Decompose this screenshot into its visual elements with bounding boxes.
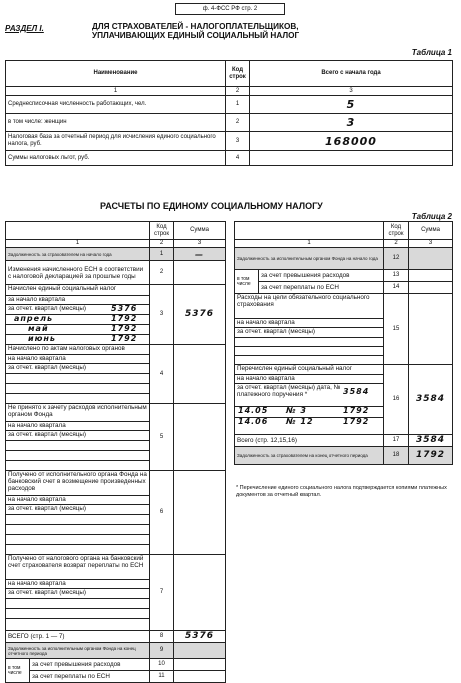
form-code: ф. 4-ФСС РФ стр. 2 — [175, 3, 285, 15]
t2-row-sub: за отчет. квартал (месяцы) — [6, 504, 149, 514]
t2l-colnum: 1 — [6, 240, 150, 248]
t2-row-value[interactable] — [409, 294, 453, 365]
t2-row-value[interactable] — [409, 270, 453, 282]
table-row — [235, 435, 453, 447]
t1-row-code: 1 — [226, 96, 250, 114]
table-row — [6, 96, 453, 114]
t2-row-value[interactable]: — — [174, 248, 226, 261]
t2r-colnum: 1 — [235, 240, 384, 248]
t1-header-code: Код строк — [226, 61, 250, 87]
t2-entry-amount[interactable]: 1792 — [111, 324, 138, 333]
t1-row-name: Налоговая база за отчетный период для исчисления единого социального налога, руб. — [6, 132, 226, 151]
t1-row-code: 4 — [226, 151, 250, 166]
t2r-header-code: Код строк — [384, 222, 409, 240]
t2-row-sub: на начало квартала — [235, 318, 383, 327]
t2-row-sub: за отчет. квартал (месяцы) — [235, 327, 383, 337]
table-row — [6, 631, 226, 643]
t2-row-label: за счет переплаты по ЕСН — [259, 282, 384, 294]
t1-row-value[interactable] — [250, 151, 453, 166]
t1-colnum: 1 — [6, 87, 226, 96]
t2-row-code: 12 — [384, 248, 409, 270]
t1-colnum: 2 — [226, 87, 250, 96]
t1-colnum: 3 — [250, 87, 453, 96]
t2-row-sub: за начало квартала — [6, 295, 149, 304]
t2-entry-date[interactable]: 14.05 — [238, 406, 269, 415]
table-row — [6, 114, 453, 132]
t2-row-code: 3 — [150, 285, 174, 345]
table-2-right — [234, 221, 453, 465]
footnote: * Перечисление единого социального налога подтверждается копиями платежных документов за отчетный квартал. — [236, 485, 447, 498]
t2-row-code: 1 — [150, 248, 174, 261]
table-1 — [5, 60, 453, 166]
t2-row-sub: за отчет. квартал (месяцы) — [6, 588, 149, 598]
t1-header-name: Наименование — [6, 61, 226, 87]
table-2-left — [5, 221, 226, 683]
t2-row-label: Не принято к зачету расходов исполнительным органом Фонда — [8, 404, 147, 418]
t2-row-label: Задолженность за исполнительным органом Фонда на конец отчетного периода — [6, 643, 150, 659]
t1-header-total: Всего с начала года — [250, 61, 453, 87]
t2-row-code: 14 — [384, 282, 409, 294]
t1-row-value[interactable]: 168000 — [250, 132, 453, 151]
t2-row-code: 6 — [150, 471, 174, 555]
t2-row-code: 7 — [150, 555, 174, 631]
table-row — [6, 471, 226, 555]
t2-row-code: 2 — [150, 261, 174, 285]
t2-row-label: за счет превышения расходов — [30, 659, 150, 671]
t2-entry-amount[interactable]: 3584 — [343, 387, 370, 396]
t1-row-value[interactable]: 5 — [250, 96, 453, 114]
table-row — [6, 404, 226, 471]
t2-row-prefix: в том числе — [235, 270, 259, 294]
table2-caption: Таблица 2 — [411, 212, 452, 221]
t2-row-label: Всего (стр. 12,15,16) — [235, 435, 384, 447]
table-row — [235, 270, 453, 282]
t2-row-value[interactable] — [409, 248, 453, 270]
table-row — [6, 261, 226, 285]
t2-row-code: 4 — [150, 345, 174, 404]
table-row — [235, 365, 453, 435]
t2-row-label: за счет превышения расходов — [259, 270, 384, 282]
t1-row-name: Среднесписочная численность работающих, чел. — [6, 96, 226, 114]
t2-row-sub: на начало квартала — [6, 579, 149, 588]
t2-row-label: Получено от исполнительного органа Фонда на банковский счет в возмещение произведенных расходов — [8, 471, 147, 492]
t2-row-code: 17 — [384, 435, 409, 447]
t2-entry-number[interactable]: № 3 — [286, 406, 307, 415]
t2-row-code: 15 — [384, 294, 409, 365]
table-row — [6, 285, 226, 345]
t2r-colnum: 2 — [384, 240, 409, 248]
t2l-colnum: 3 — [174, 240, 226, 248]
t2-row-label: Получено от налогового органа на банковский счет страхователя возврат переплаты по ЕСН — [8, 555, 144, 569]
t2l-colnum: 2 — [150, 240, 174, 248]
table-row — [6, 345, 226, 404]
t2-row-code: 8 — [150, 631, 174, 643]
t2-row-value[interactable] — [174, 555, 226, 631]
table1-caption: Таблица 1 — [411, 48, 452, 57]
t2-row-label: Задолженность за страхователем на конец отчетного периода — [235, 447, 384, 465]
t2-row-sub: за отчет. квартал (месяцы) — [8, 305, 86, 312]
calc-title: РАСЧЕТЫ ПО ЕДИНОМУ СОЦИАЛЬНОМУ НАЛОГУ — [100, 201, 323, 211]
t2-entry-amount[interactable]: 5376 — [111, 304, 138, 313]
table-row — [6, 132, 453, 151]
t2-entry-amount[interactable]: 1792 — [343, 417, 370, 426]
t2r-colnum: 3 — [409, 240, 453, 248]
t2-row-label: Начислен единый социальный налог — [8, 285, 117, 292]
t2-row-value[interactable]: 3584 — [409, 365, 453, 435]
table-row — [6, 151, 453, 166]
t2-row-label: Задолженность за исполнительным органом Фонда на начало года — [235, 248, 384, 270]
t2-row-sub: за отчет. квартал (месяцы) — [6, 363, 149, 373]
t2l-header-blank — [6, 222, 150, 240]
t2-row-code: 16 — [384, 365, 409, 435]
t2-row-sub: на начало квартала — [6, 495, 149, 504]
t2-row-label: Изменения начисленного ЕСН в соответствии с налоговой декларацией за прошлые годы — [6, 261, 150, 285]
table-row — [6, 659, 226, 671]
t1-row-code: 2 — [226, 114, 250, 132]
t2-entry-number[interactable]: № 12 — [286, 417, 314, 426]
t2-row-value[interactable]: 1792 — [409, 447, 453, 465]
t2-row-value[interactable]: 3584 — [409, 435, 453, 447]
t2-entry-month[interactable]: июнь — [28, 334, 56, 343]
t2-row-code: 13 — [384, 270, 409, 282]
t2-row-label: Задолженность за страхователем на начало года — [6, 248, 150, 261]
t2r-header-sum: Сумма — [409, 222, 453, 240]
t1-row-value[interactable]: 3 — [250, 114, 453, 132]
t2-row-label: за счет переплаты по ЕСН — [30, 671, 150, 683]
t1-row-code: 3 — [226, 132, 250, 151]
t2-row-sub: на начало квартала — [6, 421, 149, 430]
t2l-header-code: Код строк — [150, 222, 174, 240]
t2-row-label: Начислено по актам налоговых органов — [8, 345, 125, 352]
t2-row-code: 9 — [150, 643, 174, 659]
t2-row-value[interactable] — [174, 643, 226, 659]
t2-row-prefix: в том числе — [6, 659, 30, 683]
t2-row-value[interactable] — [174, 659, 226, 671]
t2-row-sub: на начало квартала — [6, 354, 149, 363]
table-row — [235, 248, 453, 270]
t2-row-label: Расходы на цели обязательного социального страхования — [237, 294, 370, 308]
table-row — [235, 294, 453, 365]
t2-row-sub: за отчет. квартал (месяцы) дата, № платежного поручения * — [237, 384, 341, 398]
t2-entry-date[interactable]: 14.06 — [238, 417, 269, 426]
t2-row-value[interactable] — [409, 282, 453, 294]
t2-entry-month[interactable]: апрель — [14, 314, 53, 323]
t2l-header-sum: Сумма — [174, 222, 226, 240]
t2-row-code: 18 — [384, 447, 409, 465]
t2-entry-amount[interactable]: 1792 — [111, 334, 138, 343]
t2-row-label: ВСЕГО (стр. 1 — 7) — [6, 631, 150, 643]
t2-row-value[interactable]: 5376 — [174, 285, 226, 345]
t2-row-code: 5 — [150, 404, 174, 471]
t2r-header-blank — [235, 222, 384, 240]
t2-entry-amount[interactable]: 1792 — [343, 406, 370, 415]
t2-row-value[interactable] — [174, 261, 226, 285]
table-row — [235, 447, 453, 465]
table-row — [6, 248, 226, 261]
table-row — [6, 555, 226, 631]
table-row — [6, 643, 226, 659]
t2-row-code: 11 — [150, 671, 174, 683]
t2-row-sub: на начало квартала — [235, 374, 383, 383]
t2-row-code: 10 — [150, 659, 174, 671]
t2-row-sub: за отчет. квартал (месяцы) — [6, 430, 149, 440]
t2-entry-month[interactable]: май — [28, 324, 49, 333]
t1-row-name: Суммы налоговых льгот, руб. — [6, 151, 226, 166]
t2-entry-amount[interactable]: 1792 — [111, 314, 138, 323]
t2-row-value[interactable] — [174, 404, 226, 471]
t2-row-value[interactable]: 5376 — [174, 631, 226, 643]
table-row — [235, 282, 453, 294]
t2-row-value[interactable] — [174, 471, 226, 555]
section-title: ДЛЯ СТРАХОВАТЕЛЕЙ - НАЛОГОПЛАТЕЛЬЩИКОВ, УПЛАЧИВАЮЩИХ ЕДИНЫЙ СОЦИАЛЬНЫЙ НАЛОГ — [92, 22, 300, 40]
t1-row-name: в том числе: женщин — [6, 114, 226, 132]
t2-row-label: Перечислен единый социальный налог — [237, 365, 353, 372]
section-label: РАЗДЕЛ I. — [5, 24, 44, 33]
t2-row-value[interactable] — [174, 345, 226, 404]
